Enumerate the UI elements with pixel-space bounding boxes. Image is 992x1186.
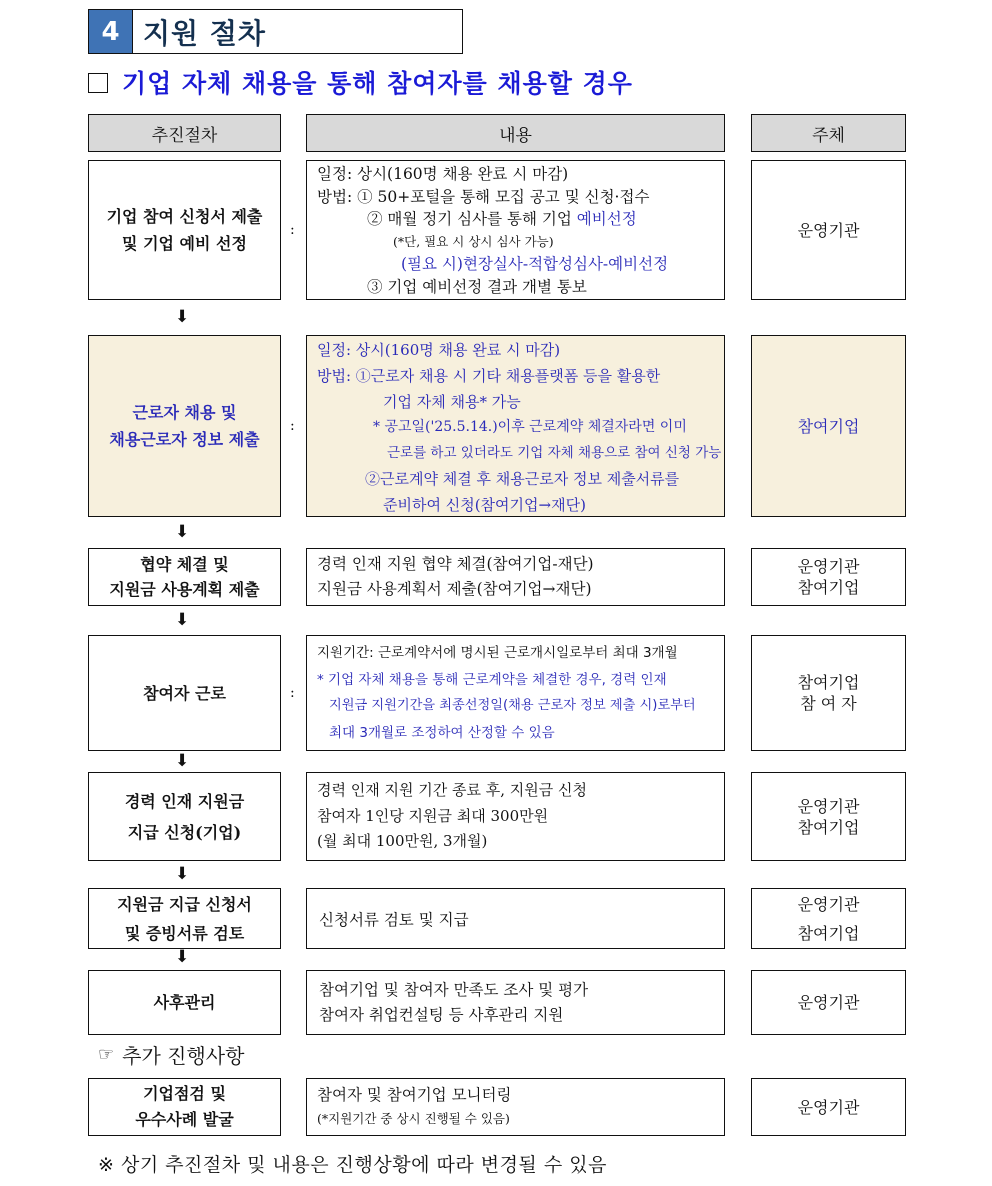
content-line: 신청서류 검토 및 지급: [319, 910, 469, 929]
content-line: 참여자 및 참여기업 모니터링: [317, 1086, 512, 1104]
section-header: [88, 9, 463, 54]
step-1-box: [88, 160, 281, 300]
owner-line: 운영기관: [797, 993, 860, 1012]
content-line: (필요 시)현장실사-적합성심사-예비선정: [401, 255, 669, 273]
extra-step-box: [88, 1078, 281, 1136]
header-owner: 주체: [751, 114, 906, 152]
step-4-content: [306, 635, 725, 751]
arrow-down-icon: ⬇: [175, 610, 190, 630]
colon-separator: :: [290, 222, 295, 238]
content-line: 방법: ①근로자 채용 시 기타 채용플랫폼 등을 활용한: [317, 366, 661, 385]
extra-content: [306, 1078, 725, 1136]
header-content: 내용: [306, 114, 725, 152]
step-5-content: [306, 772, 725, 861]
step-1-owner: [751, 160, 906, 300]
checkbox-square-icon: [88, 73, 108, 93]
owner-line: 참여기업: [797, 923, 860, 943]
step-label-line: 채용근로자 정보 제출: [109, 430, 260, 449]
step-7-content: [306, 970, 725, 1035]
content-line: 경력 인재 지원 기간 종료 후, 지원금 신청: [317, 781, 587, 800]
step-6-owner: [751, 888, 906, 949]
step-7-box: [88, 970, 281, 1035]
pointing-hand-icon: ☞: [98, 1044, 115, 1065]
colon-separator: :: [290, 418, 295, 434]
content-line: 준비하여 신청(참여기업→재단): [383, 495, 586, 514]
content-line: 지원금 사용계획서 제출(참여기업→재단): [317, 580, 592, 598]
step-label-line: 참여자 근로: [143, 683, 226, 703]
step-label-line: 우수사례 발굴: [135, 1110, 234, 1129]
step-6-content: [306, 888, 725, 949]
content-note: 지원금 지원기간을 최종선정일(채용 근로자 정보 제출 시)로부터: [329, 698, 696, 713]
content-note: * 공고일('25.5.14.)이후 근로계약 체결자라면 이미: [373, 419, 687, 436]
subtitle-text: 기업 자체 채용을 통해 참여자를 채용할 경우: [122, 69, 633, 98]
arrow-down-icon: ⬇: [175, 947, 190, 967]
step-label-line: 경력 인재 지원금: [124, 791, 245, 811]
step-label-line: 기업 참여 신청서 제출: [106, 207, 263, 226]
step-3-owner: [751, 548, 906, 606]
step-label-line: 및 증빙서류 검토: [124, 923, 245, 943]
extra-title-text: 추가 진행사항: [122, 1044, 245, 1068]
content-line: 일정: 상시(160명 채용 완료 시 마감): [317, 341, 561, 359]
owner-line: 참여기업: [797, 817, 860, 837]
content-note: (*지원기간 중 상시 진행될 수 있음): [317, 1111, 510, 1126]
step-3-box: [88, 548, 281, 606]
step-2-box: [88, 335, 281, 517]
header-step: 추진절차: [88, 114, 281, 152]
section-title: 지원 절차: [143, 16, 266, 50]
arrow-down-icon: ⬇: [175, 751, 190, 771]
content-line: 일정: 상시(160명 채용 완료 시 마감): [317, 165, 569, 183]
extra-owner: [751, 1078, 906, 1136]
owner-line: 참여기업: [797, 673, 860, 692]
owner-line: 참 여 자: [800, 694, 857, 713]
owner-line: 참여기업: [797, 578, 860, 597]
step-label-line: 근로자 채용 및: [132, 403, 237, 422]
content-line: 지원기간: 근로계약서에 명시된 근로개시일로부터 최대 3개월: [317, 645, 678, 661]
content-line: 기업 자체 채용* 가능: [383, 392, 521, 411]
step-2-owner: [751, 335, 906, 517]
content-note: 근로를 하고 있더라도 기업 자체 채용으로 참여 신청 가능: [387, 445, 722, 462]
owner-line: 운영기관: [797, 796, 860, 816]
arrow-down-icon: ⬇: [175, 864, 190, 884]
content-highlight: 예비선정: [576, 210, 637, 228]
content-note: (*단, 필요 시 상시 심사 가능): [393, 233, 554, 249]
arrow-down-icon: ⬇: [175, 522, 190, 542]
owner-line: 운영기관: [797, 894, 860, 914]
step-5-box: [88, 772, 281, 861]
content-line: 경력 인재 지원 협약 체결(참여기업-재단): [317, 555, 594, 573]
step-7-owner: [751, 970, 906, 1035]
colon-separator: :: [290, 685, 295, 701]
step-4-owner: [751, 635, 906, 751]
content-line: 참여자 취업컨설팅 등 사후관리 지원: [319, 1005, 564, 1024]
content-line: ②근로계약 체결 후 채용근로자 정보 제출서류를: [365, 469, 680, 488]
step-label-line: 협약 체결 및: [140, 555, 229, 574]
arrow-down-icon: ⬇: [175, 307, 190, 327]
extra-section-title: [98, 1040, 244, 1069]
content-line: ③ 기업 예비선정 결과 개별 통보: [367, 277, 587, 296]
section-number: 4: [89, 10, 133, 53]
step-label-line: 및 기업 예비 선정: [122, 234, 247, 253]
step-label-line: 지급 신청(기업): [127, 822, 242, 842]
owner-line: 참여기업: [797, 416, 860, 436]
owner-line: 운영기관: [797, 557, 860, 576]
content-line: 방법: ① 50+포털을 통해 모집 공고 및 신청·접수: [317, 187, 650, 206]
content-line: 참여자 1인당 지원금 최대 300만원: [317, 806, 549, 825]
step-label-line: 기업점검 및: [143, 1084, 226, 1103]
step-4-box: [88, 635, 281, 751]
step-label-line: 사후관리: [153, 993, 216, 1012]
content-text: ② 매월 정기 심사를 통해 기업: [367, 210, 577, 228]
step-1-content: [306, 160, 725, 300]
owner-line: 운영기관: [797, 1097, 860, 1117]
content-note: 최대 3개월로 조정하여 산정할 수 있음: [329, 724, 555, 741]
step-2-content: [306, 335, 725, 517]
content-line: 참여기업 및 참여자 만족도 조사 및 평가: [319, 980, 589, 999]
content-line: [317, 208, 637, 231]
step-6-box: [88, 888, 281, 949]
step-5-owner: [751, 772, 906, 861]
footnote: ※ 상기 추진절차 및 내용은 진행상황에 따라 변경될 수 있음: [98, 1154, 607, 1176]
step-3-content: [306, 548, 725, 606]
subtitle: [88, 62, 633, 102]
content-line: (월 최대 100만원, 3개월): [317, 832, 488, 851]
step-label-line: 지원금 지급 신청서: [117, 894, 252, 914]
step-label-line: 지원금 사용계획 제출: [109, 580, 260, 599]
owner-line: 운영기관: [797, 220, 860, 240]
content-note: * 기업 자체 채용을 통해 근로계약을 체결한 경우, 경력 인재: [317, 671, 667, 688]
